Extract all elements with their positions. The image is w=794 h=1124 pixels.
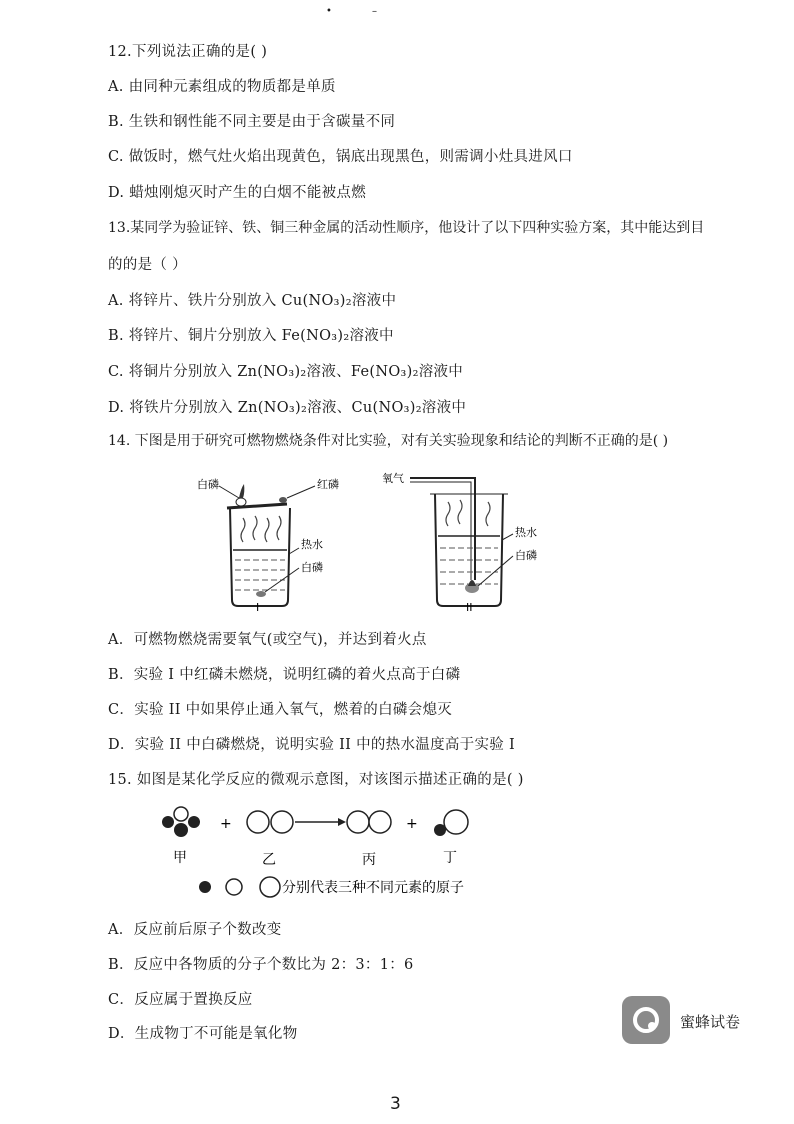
- q12-option-b: B. 生铁和钢性能不同主要是由于含碳量不同: [108, 114, 396, 130]
- q15-option-c: C．反应属于置换反应: [108, 992, 253, 1008]
- figure-label-1: I: [256, 601, 260, 613]
- q15-stem: 15. 如图是某化学反应的微观示意图，对该图示描述正确的是( ): [108, 772, 524, 788]
- label-ding: 丁: [443, 850, 457, 866]
- q13-option-d: D. 将铁片分别放入 Zn(NO₃)₂溶液、Cu(NO₃)₂溶液中: [108, 400, 467, 416]
- q14-stem: 14. 下图是用于研究可燃物燃烧条件对比实验，对有关实验现象和结论的判断不正确的是( ): [108, 433, 669, 449]
- label-hot-water: 热水: [515, 526, 537, 539]
- reaction-diagram: [150, 800, 490, 900]
- q14-option-d: D．实验 II 中白磷燃烧，说明实验 II 中的热水温度高于实验 I: [108, 737, 516, 753]
- q12-option-a: A. 由同种元素组成的物质都是单质: [108, 79, 336, 95]
- q12-stem: 12.下列说法正确的是( ): [108, 44, 268, 60]
- svg-text:+: +: [406, 816, 418, 832]
- q13-stem-line1: 13.某同学为验证锌、铁、铜三种金属的活动性顺序，他设计了以下四种实验方案，其中能达到目: [108, 220, 705, 236]
- q13-option-b: B. 将锌片、铜片分别放入 Fe(NO₃)₂溶液中: [108, 328, 394, 344]
- label-white-phosphorus-2: 白磷: [301, 561, 323, 574]
- label-red-phosphorus: 红磷: [317, 478, 339, 491]
- experiment-figure-2: [380, 468, 570, 613]
- label-oxygen: 氧气: [382, 472, 404, 485]
- q13-option-a: A. 将锌片、铁片分别放入 Cu(NO₃)₂溶液中: [108, 293, 397, 309]
- figure-label-2: II: [466, 601, 473, 613]
- q13-stem-line2: 的的是（ ）: [108, 257, 187, 273]
- q14-option-b: B．实验 I 中红磷未燃烧，说明红磷的着火点高于白磷: [108, 667, 461, 683]
- scan-mark: –: [372, 6, 377, 17]
- q15-option-a: A．反应前后原子个数改变: [108, 922, 282, 938]
- q15-option-b: B．反应中各物质的分子个数比为 2：3：1：6: [108, 957, 414, 973]
- q15-option-d: D．生成物丁不可能是氧化物: [108, 1026, 298, 1042]
- label-bing: 丙: [362, 852, 376, 868]
- label-yi: 乙: [262, 852, 276, 868]
- q14-option-a: A．可燃物燃烧需要氧气(或空气)，并达到着火点: [108, 632, 427, 648]
- legend-text: 分别代表三种不同元素的原子: [282, 880, 464, 896]
- svg-text:+: +: [220, 816, 232, 832]
- label-white-phosphorus: 白磷: [197, 478, 219, 491]
- q13-option-c: C. 将铜片分别放入 Zn(NO₃)₂溶液、Fe(NO₃)₂溶液中: [108, 364, 464, 380]
- experiment-figure-1: [195, 468, 365, 613]
- q14-option-c: C．实验 II 中如果停止通入氧气，燃着的白磷会熄灭: [108, 702, 453, 718]
- label-white-phosphorus: 白磷: [515, 549, 537, 562]
- label-hot-water: 热水: [301, 538, 323, 551]
- label-jia: 甲: [173, 850, 187, 866]
- watermark-logo-icon: [622, 996, 670, 1044]
- q12-option-c: C. 做饭时，燃气灶火焰出现黄色，锅底出现黑色，则需调小灶具进风口: [108, 149, 573, 165]
- q12-option-d: D. 蜡烛刚熄灭时产生的白烟不能被点燃: [108, 185, 367, 201]
- watermark-text: 蜜蜂试卷: [680, 1013, 741, 1031]
- scan-mark: •: [326, 6, 332, 17]
- page-number: 3: [390, 1094, 401, 1114]
